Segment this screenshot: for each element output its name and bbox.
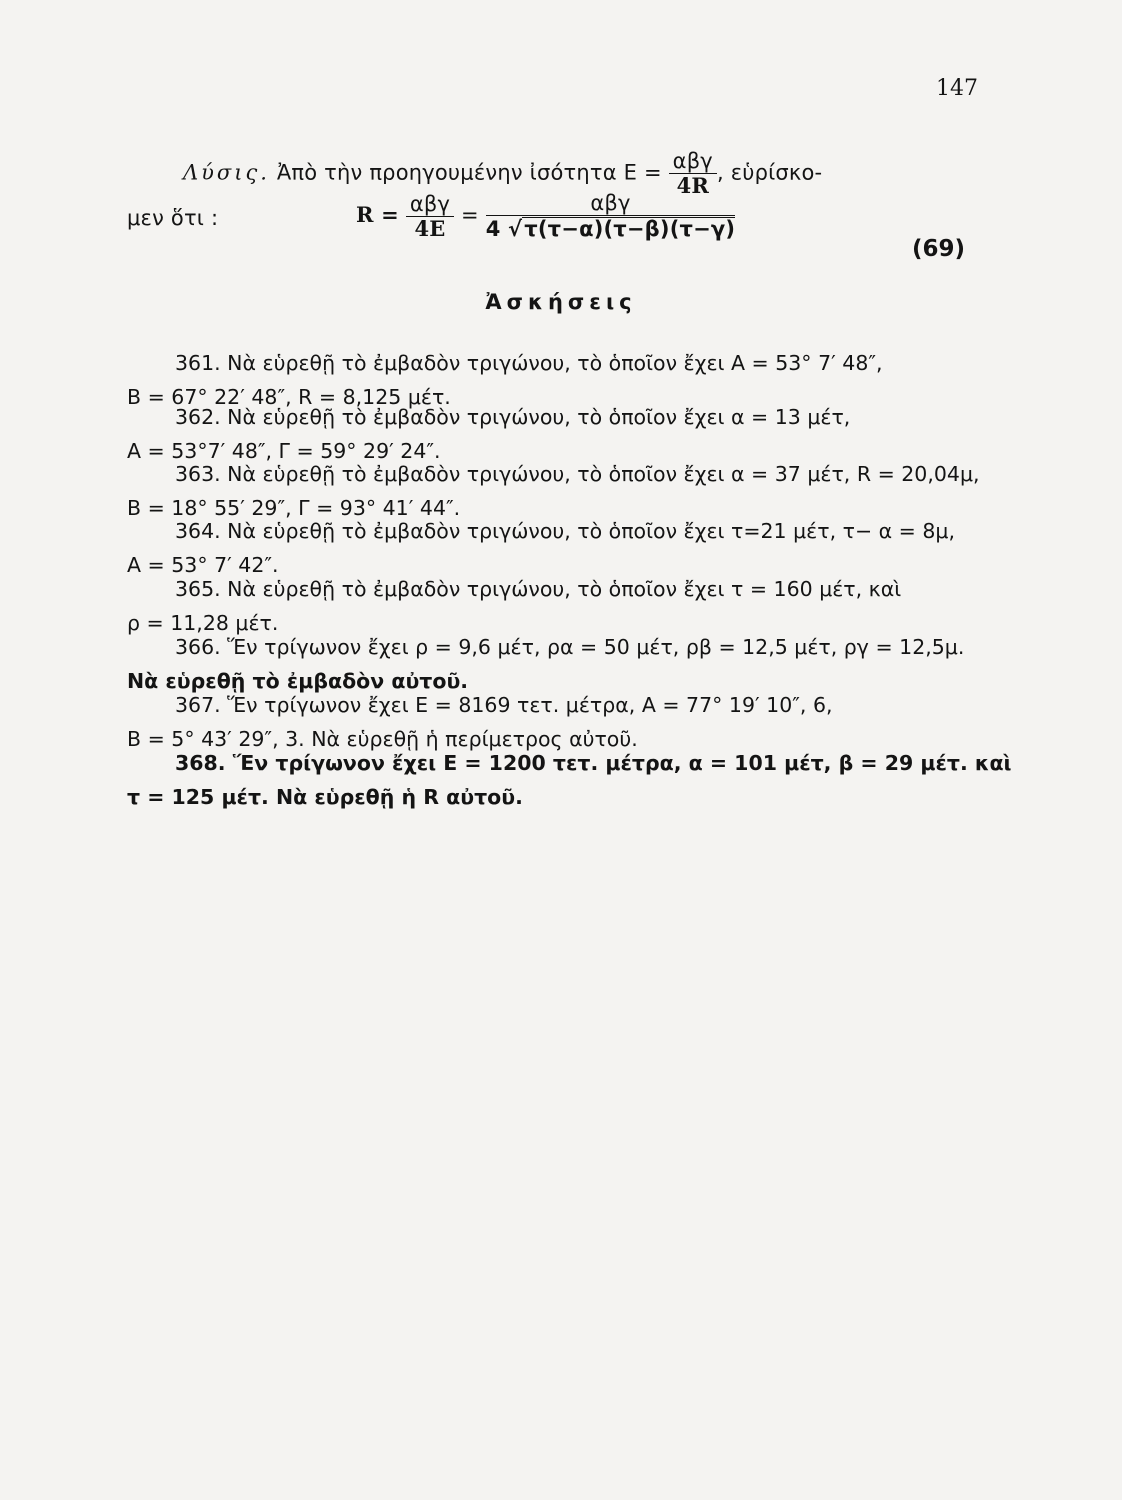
fraction-numerator: αβγ [406,193,454,217]
formula-69 [356,192,735,240]
solution-intro: Ἀπὸ τὴν προηγουμένην ἰσότητα E = [276,160,662,185]
radical-icon: √ [508,217,523,242]
page-number: 147 [936,76,978,101]
fraction-heron [486,192,736,240]
denominator-prefix: 4 [485,217,501,242]
exercise-line: 365. Νὰ εὑρεθῇ τὸ ἐμβαδὸν τριγώνου, τὸ ὁποῖον ἔχει τ = 160 μέτ, καὶ [175,577,902,601]
radicand: τ(τ−α)(τ−β)(τ−γ) [524,217,736,242]
exercise-line: 361. Νὰ εὑρεθῇ τὸ ἐμβαδὸν τριγώνου, τὸ ὁποῖον ἔχει A = 53° 7′ 48″, [175,351,883,375]
solution-label: Λύσις. [183,160,270,185]
exercise-line: 366. Ἕν τρίγωνον ἔχει ρ = 9,6 μέτ, ρα = 50 μέτ, ρβ = 12,5 μέτ, ργ = 12,5μ. [175,635,965,659]
fraction-abc-over-4r [669,150,717,197]
formula-lhs: R = [356,202,399,228]
fraction-denominator: 4R [676,173,710,199]
exercise-368 [127,746,1012,814]
fraction-denominator [486,216,736,240]
exercise-line: A = 53°7′ 48″, Γ = 59° 29′ 24″. [127,439,441,463]
exercise-line: τ = 125 μέτ. Νὰ εὑρεθῇ ἡ R αὐτοῦ. [127,785,523,809]
exercise-line: Νὰ εὑρεθῇ τὸ ἐμβαδὸν αὐτοῦ. [127,669,469,693]
fraction-numerator: αβγ [486,192,736,216]
solution-intro-end: , εὑρίσκο- [716,160,823,185]
exercise-line: A = 53° 7′ 42″. [127,553,279,577]
exercise-line: 362. Νὰ εὑρεθῇ τὸ ἐμβαδὸν τριγώνου, τὸ ὁποῖον ἔχει α = 13 μέτ, [175,405,851,429]
exercises-heading: Ἀσκήσεις [485,290,637,314]
solution-line-1 [183,150,822,197]
equation-number: (69) [912,236,966,262]
exercise-line: 367. Ἕν τρίγωνον ἔχει E = 8169 τετ. μέτρα, A = 77° 19′ 10″, 6, [175,693,833,717]
exercise-line: B = 5° 43′ 29″, 3. Νὰ εὑρεθῇ ἡ περίμετρος αὐτοῦ. [127,727,638,751]
exercise-line: 363. Νὰ εὑρεθῇ τὸ ἐμβαδὸν τριγώνου, τὸ ὁποῖον ἔχει α = 37 μέτ, R = 20,04μ, [175,462,980,486]
exercise-line: 364. Νὰ εὑρεθῇ τὸ ἐμβαδὸν τριγώνου, τὸ ὁποῖον ἔχει τ=21 μέτ, τ− α = 8μ, [175,519,955,543]
equals-sign: = [461,203,479,228]
exercise-line: 368. Ἕν τρίγωνον ἔχει E = 1200 τετ. μέτρα, α = 101 μέτ, β = 29 μέτ. καὶ [175,751,1012,775]
fraction-abc-over-4e [406,193,454,240]
exercise-line: B = 67° 22′ 48″, R = 8,125 μέτ. [127,385,451,409]
fraction-denominator: 4E [414,215,446,241]
exercise-line: ρ = 11,28 μέτ. [127,611,279,635]
fraction-numerator: αβγ [669,150,717,174]
solution-line-2-label: μεν ὅτι : [127,206,219,230]
exercise-line: B = 18° 55′ 29″, Γ = 93° 41′ 44″. [127,496,461,520]
